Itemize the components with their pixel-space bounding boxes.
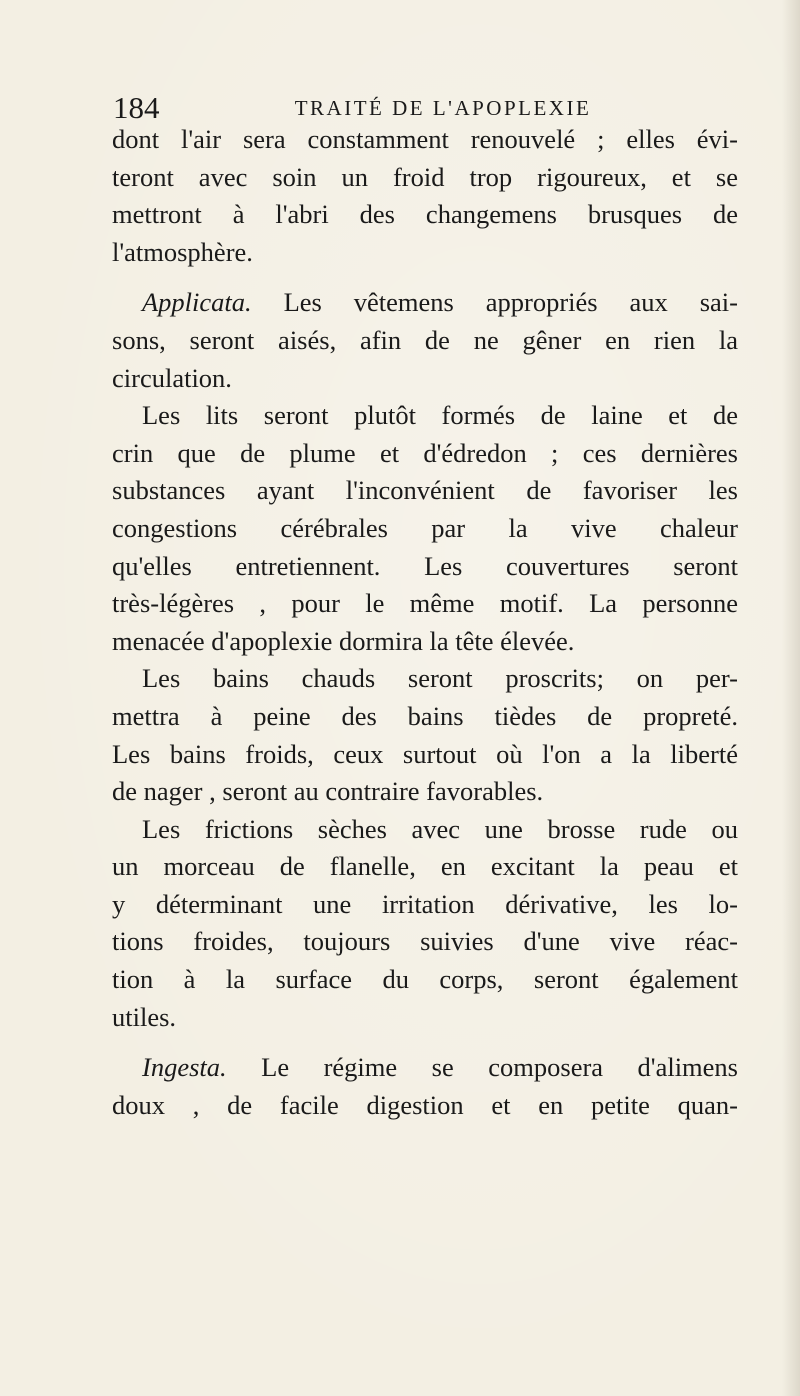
text-line: un morceau de flanelle, en excitant la peau et <box>112 851 738 882</box>
text-line: crin que de plume et d'édredon ; ces dernières <box>112 437 738 468</box>
text-fragment: Les vêtemens appropriés aux sai- <box>251 287 738 318</box>
text-line: de nager , seront au contraire favorables. <box>112 776 544 807</box>
text-line: y déterminant une irritation dérivative, les lo- <box>112 888 738 919</box>
text-line: Les bains chauds seront proscrits; on per- <box>142 663 738 694</box>
text-line <box>112 1049 738 1087</box>
paragraph-ingesta <box>112 1049 738 1124</box>
text-line: l'atmosphère. <box>112 236 253 267</box>
text-line: Les frictions sèches avec une brosse rude ou <box>142 813 738 844</box>
running-head: TRAITÉ DE L'APOPLEXIE <box>294 96 592 120</box>
text-line: utiles. <box>112 1001 177 1032</box>
paragraph-applicata <box>112 284 738 397</box>
text-line: Les bains froids, ceux surtout où l'on a la liberté <box>112 738 738 769</box>
text-line: teront avec soin un froid trop rigoureux, et se <box>112 161 738 192</box>
paragraph-bains <box>112 660 738 810</box>
text-line: tions froides, toujours suivies d'une vive réac- <box>112 926 738 957</box>
text-line: circulation. <box>112 362 232 393</box>
text-line: substances ayant l'inconvénient de favoriser les <box>112 475 738 506</box>
paragraph-frictions <box>112 811 738 1037</box>
text-line: qu'elles entretiennent. Les couvertures seront <box>112 550 738 581</box>
text-line: tion à la surface du corps, seront également <box>112 964 738 995</box>
page-number: 184 <box>113 90 160 125</box>
text-line: sons, seront aisés, afin de ne gêner en rien la <box>112 324 738 355</box>
paragraph-lits <box>112 397 738 660</box>
text-line: mettront à l'abri des changemens brusques de <box>112 199 738 230</box>
text-line: mettra à peine des bains tièdes de propreté. <box>112 700 738 731</box>
text-line: doux , de facile digestion et en petite quan- <box>112 1089 738 1120</box>
text-fragment: Le régime se composera d'alimens <box>226 1052 738 1083</box>
text-line: menacée d'apoplexie dormira la tête élevée. <box>112 625 575 656</box>
text-line: très-légères , pour le même motif. La personne <box>112 588 738 619</box>
paragraph-1 <box>112 121 738 271</box>
page-edge-shadow <box>782 0 800 1396</box>
section-lead-applicata: Applicata. <box>142 287 252 318</box>
section-lead-ingesta: Ingesta. <box>142 1052 227 1083</box>
text-line: Les lits seront plutôt formés de laine et de <box>142 400 738 431</box>
text-line: dont l'air sera constamment renouvelé ; elles évi- <box>112 124 738 154</box>
text-line <box>112 284 738 322</box>
text-line: congestions cérébrales par la vive chaleur <box>112 512 738 543</box>
body-text <box>112 121 738 1124</box>
